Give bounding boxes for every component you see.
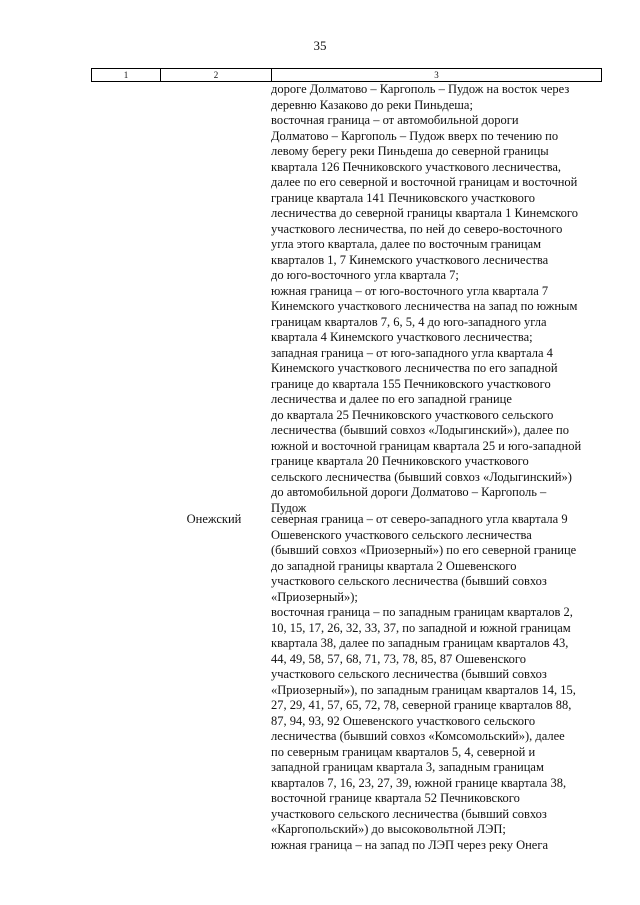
text-line: «Каргопольский») до высоковольтной ЛЭП;	[271, 822, 506, 836]
column-header-1: 1	[92, 69, 161, 82]
table-header	[91, 68, 602, 82]
text-line: восточной границе квартала 52 Печниковского	[271, 791, 520, 805]
text-line: до квартала 25 Печниковского участкового сельского	[271, 407, 554, 422]
text-line: северная граница – от северо-западного угла квартала 9	[271, 512, 568, 526]
text-line: 87, 94, 93, 92 Ошевенского участкового сельского	[271, 713, 536, 728]
text-line: лесничества до северной границы квартала 1 Кинемского	[271, 206, 578, 220]
text-line: 44, 49, 58, 57, 68, 71, 73, 78, 85, 87 Ошевенского	[271, 651, 526, 666]
text-line: границе квартала 141 Печниковского участкового	[271, 190, 535, 205]
text-line: квартала 4 Кинемского участкового лесничества;	[271, 330, 533, 344]
text-line: до автомобильной дороги Долматово – Каргополь –	[271, 485, 547, 499]
text-line: границам кварталов 7, 6, 5, 4 до юго-западного угла	[271, 314, 547, 329]
text-line: угла этого квартала, далее по восточным границам	[271, 237, 542, 251]
region-name: Онежский	[186, 512, 242, 526]
text-line: деревню Казаково до реки Пиньдеша;	[271, 97, 473, 112]
text-line: восточная граница – от автомобильной дороги	[271, 113, 519, 127]
text-line: дороге Долматово – Каргополь – Пудож на восток через	[271, 82, 570, 96]
text-line: южная граница – на запад по ЛЭП через реку Онега	[271, 837, 549, 852]
page-number: 35	[313, 38, 327, 53]
text-line: кварталов 7, 16, 23, 27, 39, южной границе квартала 38,	[271, 775, 567, 790]
text-line: «Приозерный»);	[271, 589, 358, 604]
text-line: «Приозерный»), по западным границам кварталов 14, 15,	[271, 682, 576, 697]
text-line: участкового лесничества, по ней до северо-восточного	[271, 221, 563, 236]
text-line: восточная граница – по западным границам кварталов 2,	[271, 605, 573, 619]
text-line: западной границам квартала 3, западным границам	[271, 760, 544, 774]
text-line: квартала 38, далее по западным границам кварталов 43,	[271, 636, 569, 650]
column-header-2: 2	[161, 69, 272, 82]
column-header-3: 3	[272, 69, 602, 82]
text-line: южная граница – от юго-восточного угла квартала 7	[271, 283, 549, 298]
text-line: Долматово – Каргополь – Пудож вверх по течению по	[271, 128, 559, 143]
text-line: лесничества и далее по его западной границе	[271, 392, 512, 406]
text-line: границе квартала 20 Печниковского участкового	[271, 454, 529, 468]
text-line: 10, 15, 17, 26, 32, 33, 37, по западной и южной границам	[271, 620, 571, 635]
text-line: Кинемского участкового лесничества по его западной	[271, 361, 558, 375]
text-line: южной и восточной границам квартала 25 и юго-западной	[271, 438, 582, 453]
text-line: границе до квартала 155 Печниковского участкового	[271, 376, 551, 391]
text-line: Ошевенского участкового сельского лесничества	[271, 527, 532, 542]
text-line: по северным границам кварталов 5, 4, северной и	[271, 744, 536, 759]
boundary-description	[271, 82, 598, 516]
text-line: квартала 126 Печниковского участкового лесничества,	[271, 159, 562, 174]
text-line: участкового сельского лесничества (бывший совхоз	[271, 574, 547, 588]
text-line: (бывший совхоз «Приозерный») по его северной границе	[271, 543, 577, 557]
text-line: кварталов 1, 7 Кинемского участкового лесничества	[271, 252, 549, 267]
text-line: до юго-восточного угла квартала 7;	[271, 268, 459, 282]
text-line: левому берегу реки Пиньдеша до северной границы	[271, 144, 549, 158]
text-line: сельского лесничества (бывший совхоз «Лодыгинский»)	[271, 469, 572, 484]
text-line: до западной границы квартала 2 Ошевенского	[271, 558, 517, 573]
text-line: западная граница – от юго-западного угла квартала 4	[271, 345, 553, 360]
text-line: 27, 29, 41, 57, 65, 72, 78, северной границе кварталов 88,	[271, 698, 572, 712]
text-line: лесничества (бывший совхоз «Лодыгинский»), далее по	[271, 423, 569, 437]
text-line: лесничества (бывший совхоз «Комсомольский»), далее	[271, 729, 565, 743]
text-line: участкового сельского лесничества (бывший совхоз	[271, 806, 547, 821]
text-line: Кинемского участкового лесничества на запад по южным	[271, 299, 578, 313]
boundary-description	[271, 512, 598, 853]
text-line: участкового сельского лесничества (бывший совхоз	[271, 667, 547, 681]
text-line: далее по его северной и восточной границам и восточной	[271, 175, 578, 189]
text-line: Пудож	[271, 500, 307, 515]
